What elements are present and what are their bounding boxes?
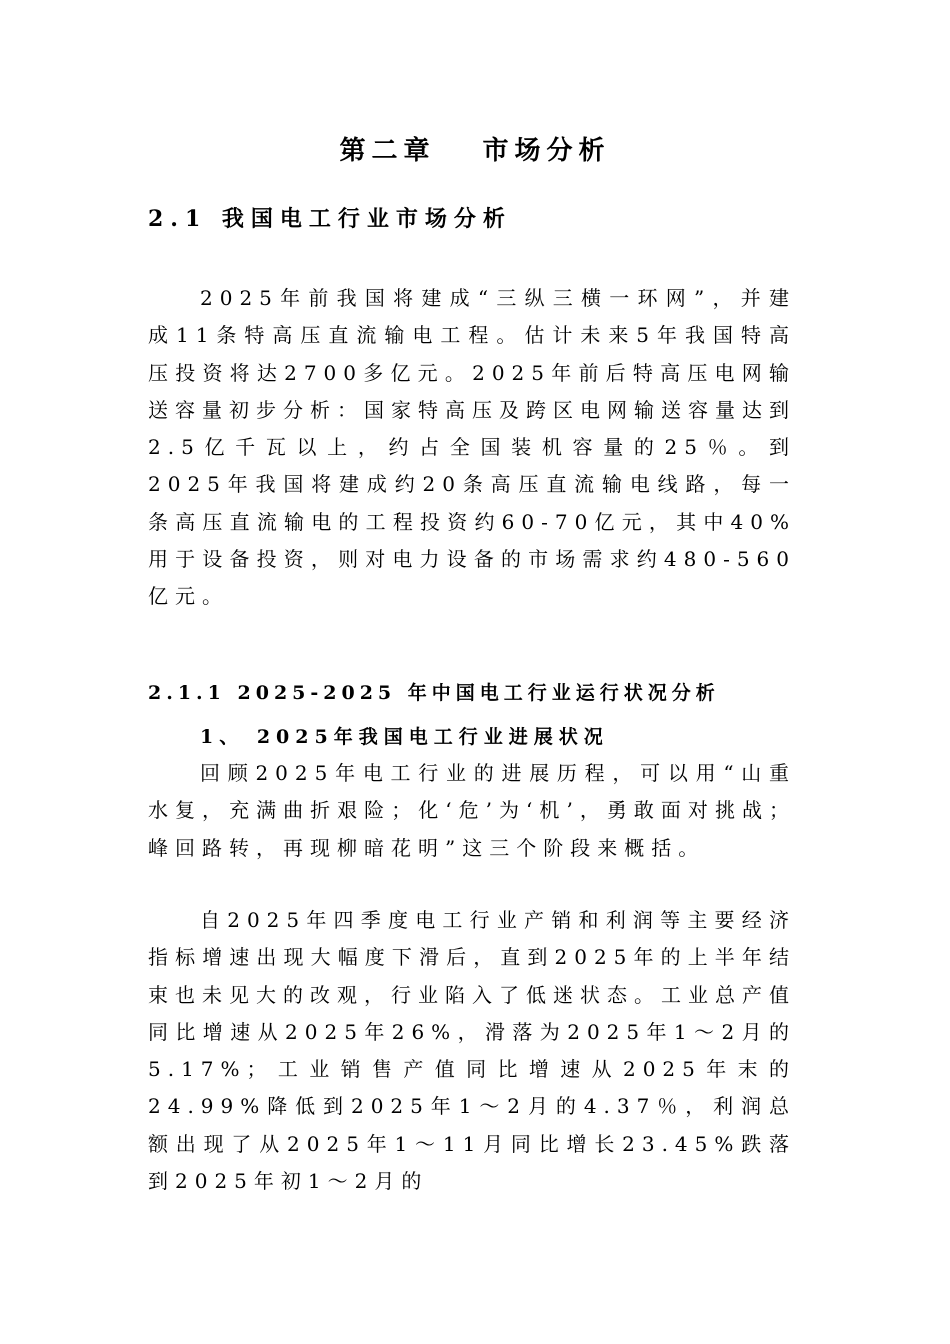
chapter-title: 第二章 市场分析: [339, 136, 611, 166]
paragraph-intro: 2025年前我国将建成“三纵三横一环网”，并建成11条特高压直流输电工程。估计未来5年我国特高压投资将达2700多亿元。2025年前后特高压电网输送容量初步分析：国家特高压及跨区电网输送容量达到2.5亿千瓦以上，约占全国装机容量的25％。到2025年我国将建成约20条高压直流输电线路，每一条高压直流输电的工程投资约60-70亿元，其中40%用于设备投资，则对电力设备的市场需求约480-560亿元。: [148, 286, 796, 609]
section-title: 2.1 我国电工行业市场分析: [148, 206, 512, 232]
subsection-title: 2.1.1 2025-2025 年中国电工行业运行状况分析: [148, 682, 720, 704]
paragraph-review: 回顾2025年电工行业的进展历程，可以用“山重水复，充满曲折艰险；化‘危’为‘机’，勇敢面对挑战；峰回路转，再现柳暗花明”这三个阶段来概括。: [148, 761, 796, 860]
subsubsection-title: 1、 2025年我国电工行业进展状况: [200, 726, 609, 748]
paragraph-indicators: 自2025年四季度电工行业产销和利润等主要经济指标增速出现大幅度下滑后，直到2025年的上半年结束也未见大的改观，行业陷入了低迷状态。工业总产值同比增速从2025年26%，滑落为2025年1～2月的5.17%；工业销售产值同比增速从2025年末的24.99%降低到2025年1～2月的4.37％，利润总额出现了从2025年1～11月同比增长23.45%跌落到2025年初1～2月的: [148, 908, 796, 1194]
